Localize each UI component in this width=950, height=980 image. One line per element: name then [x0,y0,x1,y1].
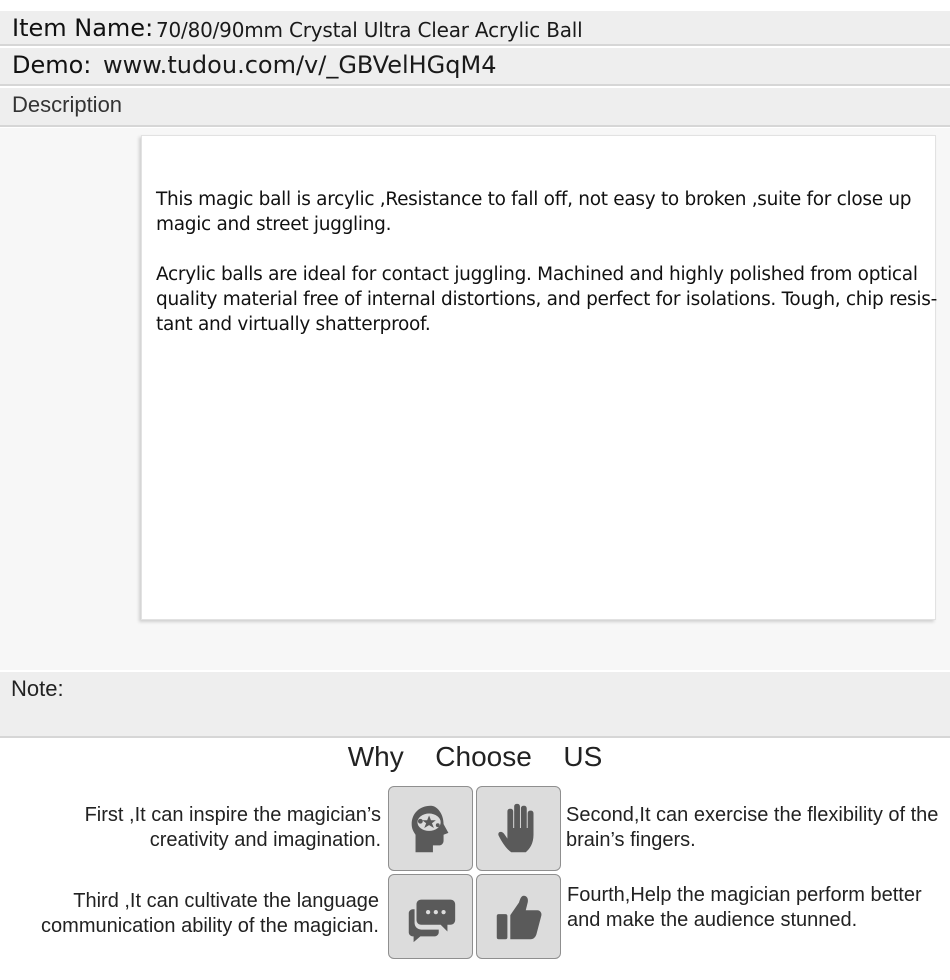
feature-tile-second [476,786,561,871]
description-label: Description [12,92,123,117]
item-name-label: Item Name: [12,14,154,42]
description-text [156,187,940,362]
item-name-value: 70/80/90mm Crystal Ultra Clear Acrylic Ball [156,18,583,42]
feature-fourth-text: Fourth,Help the magician perform better and make the audience stunned. [567,884,922,931]
hand-icon [490,800,548,858]
feature-second-text: Second,It can exercise the flexibility of the brain’s fingers. [566,804,939,851]
description-bar [0,88,950,127]
demo-link[interactable]: www.tudou.com/v/_GBVelHGqM4 [103,51,497,79]
feature-tile-fourth [476,874,561,959]
description-paragraph: This magic ball is arcylic ,Resistance to fall off, not easy to broken ,suite for close up magic and street juggling. [156,189,912,235]
item-name-bar [0,11,950,46]
demo-bar [0,48,950,86]
feature-tile-first [388,786,473,871]
brain-head-icon [402,800,460,858]
feature-first-text: First ,It can inspire the magician’s creativity and imagination. [84,804,381,851]
description-paragraph: Acrylic balls are ideal for contact juggling. Machined and highly polished from optical quality material free of internal distortions, and perfect for isolations. Tough, chip resis-tant and virtually shatterproof. [156,264,937,335]
feature-third-text: Third ,It can cultivate the language communication ability of the magician. [41,890,379,937]
chat-bubbles-icon [402,888,460,946]
note-bar [0,672,950,738]
why-choose-us-title: Why Choose US [347,741,603,772]
feature-tile-third [388,874,473,959]
note-label: Note: [11,676,64,701]
thumbs-up-icon [490,888,548,946]
demo-label: Demo: [12,51,92,79]
